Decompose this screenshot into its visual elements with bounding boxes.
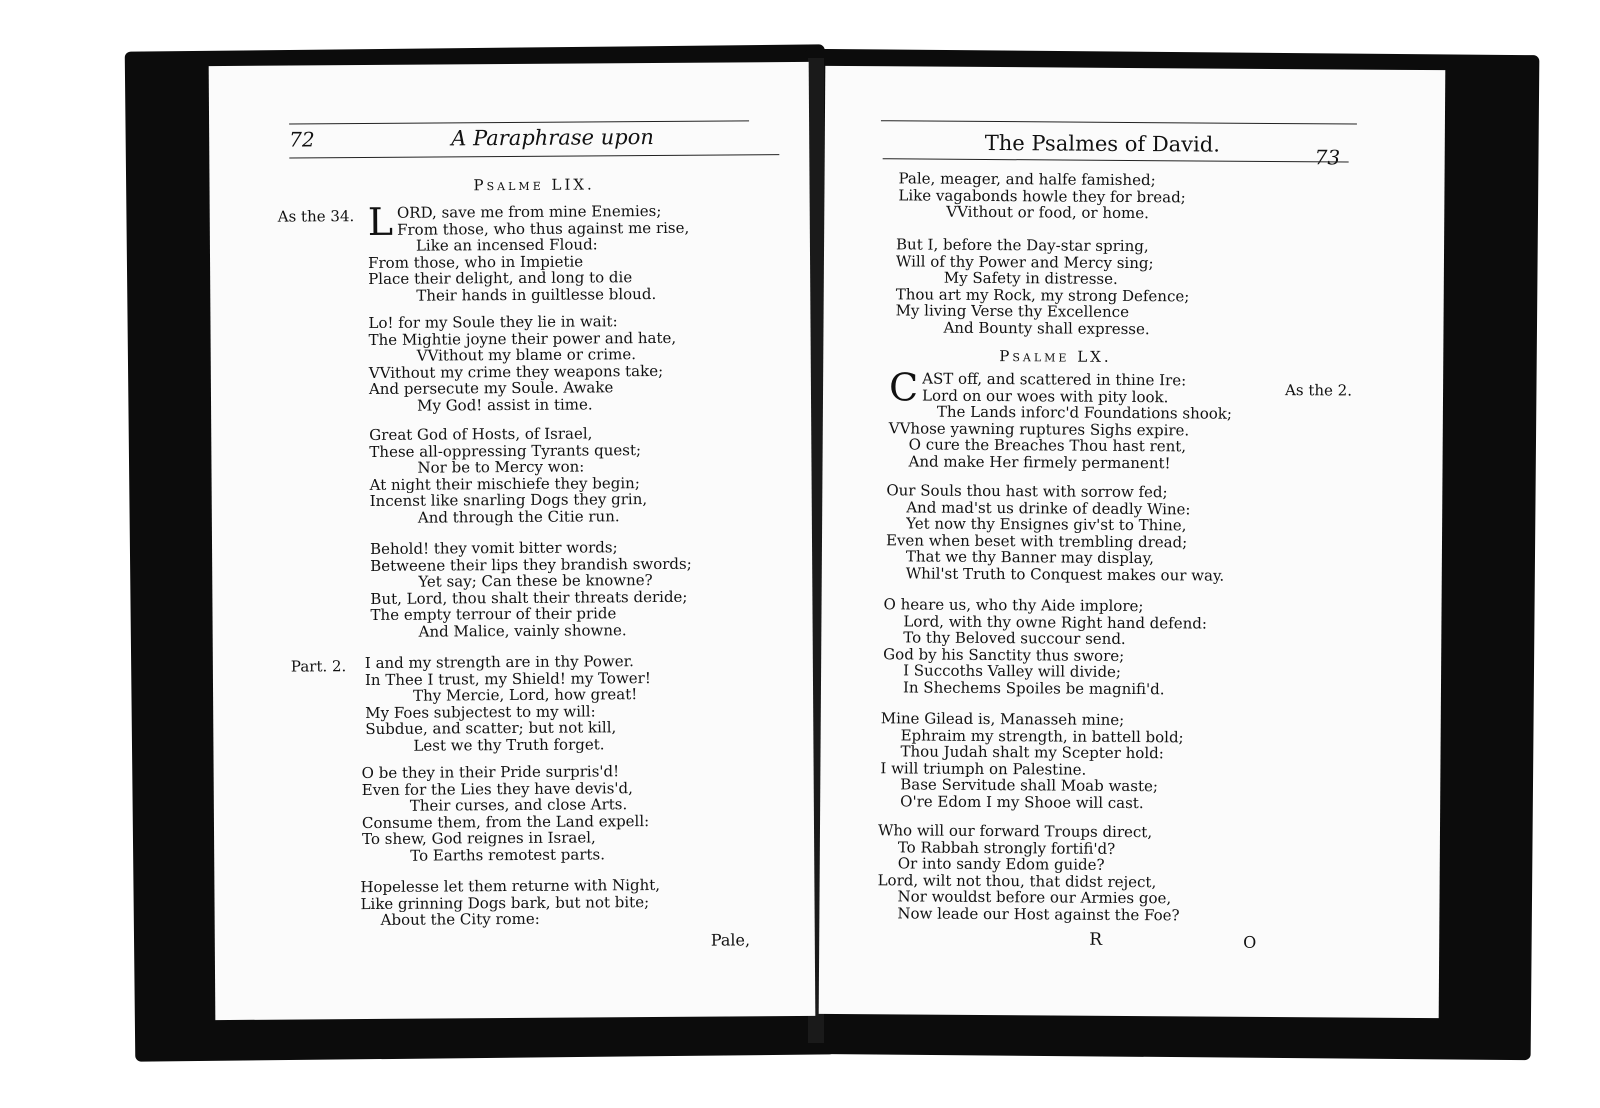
verse-line: Lord, with thy owne Right hand defend: (903, 611, 1208, 633)
first-line: ORD, save me from mine Enemies; (396, 201, 662, 222)
verse-line: To Earths remotest parts. (410, 844, 606, 865)
catchword: O (1243, 932, 1257, 952)
stanza-6 (362, 763, 650, 864)
verse-line: I Succoths Valley will divide; (903, 661, 1122, 681)
verse-line: Nor wouldst before our Armies goe, (897, 887, 1172, 908)
verse-line: VVhose yawning ruptures Sighs expire. (888, 418, 1190, 439)
verse-line: And make Her firmely permanent! (908, 451, 1171, 472)
verse-line: Place their delight, and long to die (368, 268, 633, 288)
signature-mark: R (1089, 929, 1103, 950)
right-page (819, 66, 1446, 1018)
verse-line: Behold! they vomit bitter words; (369, 538, 618, 558)
verse-line: Yet say; Can these be knowne? (418, 571, 653, 591)
stanza-4 (880, 710, 1184, 811)
stanza-top-2 (895, 236, 1189, 337)
verse-line: Will of thy Power and Mercy sing; (895, 251, 1154, 272)
verse-line: Thou art my Rock, my strong Defence; (895, 284, 1190, 305)
verse-line: Great God of Hosts, of Israel, (369, 424, 593, 444)
verse-line: Subdue, and scatter; but not kill, (365, 718, 617, 739)
verse-line: That we thy Banner may display, (905, 547, 1154, 568)
part-note: Part. 2. (290, 657, 347, 676)
drop-capital: C (888, 365, 919, 410)
verse-line: Whil'st Truth to Conquest makes our way. (905, 563, 1225, 585)
verse-line: Consume them, from the Land expell: (361, 811, 650, 832)
verse-line: Betweene their lips they brandish swords; (370, 554, 692, 575)
verse-line: VVithout my blame or crime. (416, 345, 637, 365)
header-rule-top (881, 120, 1357, 124)
verse-line: My Foes subjectest to my will: (365, 701, 596, 722)
verse-line: My God! assist in time. (416, 394, 593, 415)
verse-line: Their curses, and close Arts. (409, 795, 628, 815)
verse-line: And mad'st us drinke of deadly Wine: (906, 497, 1191, 518)
stanza-2 (886, 482, 1225, 583)
verse-line: Our Souls thou hast with sorrow fed; (886, 481, 1168, 502)
verse-line: I will triumph on Palestine. (880, 758, 1087, 779)
verse-line: I and my strength are in thy Power. (364, 652, 634, 673)
stanza-5 (365, 653, 652, 754)
verse-line: Now leade our Host against the Foe? (897, 903, 1180, 924)
header-rule-bottom (883, 158, 1349, 162)
verse-line: My Safety in distresse. (943, 268, 1118, 288)
stanza-2 (368, 313, 676, 414)
verse-line: Like an incensed Floud: (415, 235, 598, 255)
verse-line: Hopelesse let them returne with Night, (360, 875, 661, 897)
stanza-1 (888, 365, 1233, 472)
header-rule-top (289, 120, 749, 124)
verse-line: Even for the Lies they have devis'd, (361, 778, 633, 799)
verse-line: And persecute my Soule. Awake (368, 378, 614, 398)
verse-line: From those, who in Impietie (367, 251, 584, 272)
verse-line: Lest we thy Truth forget. (413, 734, 605, 755)
verse-line: VVithout or food, or home. (946, 202, 1149, 223)
verse-line: Nor be to Mercy won: (417, 457, 585, 477)
verse-line: About the City rome: (380, 909, 540, 929)
verse-line: Lord on our woes with pity look. (922, 386, 1169, 406)
verse-line: O be they in their Pride surpris'd! (361, 762, 620, 783)
verse-line: O cure the Breaches Thou hast rent, (908, 435, 1187, 456)
catchword: Pale, (710, 930, 751, 950)
verse-line: Or into sandy Edom guide? (897, 854, 1105, 874)
verse-line: O're Edom I my Shooe will cast. (900, 791, 1144, 812)
stanza-4 (370, 539, 692, 640)
stanza-3 (369, 425, 647, 526)
verse-line: At night their mischiefe they begin; (369, 473, 640, 494)
tune-note: As the 34. (277, 207, 355, 226)
verse-line: O heare us, who thy Aide implore; (883, 595, 1144, 616)
header-rule-bottom (289, 154, 779, 158)
verse-line: These all-oppressing Tyrants quest; (369, 440, 642, 461)
verse-line: To shew, God reignes in Israel, (362, 828, 596, 849)
verse-line: To Rabbah strongly fortifi'd? (897, 837, 1116, 858)
verse-line: And Bounty shall expresse. (943, 318, 1150, 338)
verse-line: Thy Mercie, Lord, how great! (413, 685, 638, 705)
running-head: A Paraphrase upon (451, 125, 654, 151)
verse-line: And Malice, vainly showne. (418, 620, 627, 641)
running-head: The Psalmes of David. (984, 130, 1221, 157)
psalm-title: Psalme LX. (999, 347, 1112, 366)
verse-line: But, Lord, thou shalt their threats deride; (370, 587, 688, 608)
verse-line: Lo! for my Soule they lie in wait: (368, 312, 618, 332)
left-page (209, 62, 816, 1020)
verse-line: Pale, meager, and halfe famished; (898, 169, 1156, 190)
page-number: 73 (1314, 145, 1341, 170)
stanza-5 (877, 822, 1180, 923)
verse-line: The empty terrour of their pride (370, 604, 617, 624)
verse-line: Who will our forward Troups direct, (877, 821, 1153, 842)
stanza-7 (360, 877, 660, 929)
verse-line: And through the Citie run. (417, 506, 620, 527)
verse-line: Like vagabonds howle they for bread; (898, 185, 1186, 206)
verse-line: From those, who thus against me rise, (396, 218, 690, 239)
page-number: 72 (289, 127, 315, 152)
verse-line: Mine Gilead is, Manasseh mine; (880, 709, 1125, 729)
verse-line: But I, before the Day-star spring, (896, 235, 1149, 256)
stanza-top-1 (898, 170, 1186, 222)
verse-line: Thou Judah shalt my Scepter hold: (900, 742, 1164, 763)
verse-line: Even when beset with trembling dread; (885, 530, 1188, 551)
verse-line: The Lands inforc'd Foundations shook; (936, 402, 1233, 423)
verse-line: In Thee I trust, my Shield! my Tower! (364, 668, 651, 689)
psalm-title: Psalme LIX. (473, 175, 595, 195)
stanza-1 (367, 199, 690, 305)
verse-line: Their hands in guiltlesse bloud. (416, 284, 657, 305)
tune-note: As the 2. (1285, 381, 1353, 400)
verse-line: To thy Beloved succour send. (903, 628, 1126, 648)
verse-line: Base Servitude shall Moab waste; (900, 775, 1159, 796)
verse-line: In Shechems Spoiles be magnifi'd. (902, 677, 1165, 698)
verse-line: Lord, wilt not thou, that didst reject, (877, 870, 1157, 891)
verse-line: The Mightie joyne their power and hate, (368, 328, 677, 349)
verse-line: My living Verse thy Excellence (895, 301, 1130, 321)
verse-line: Ephraim my strength, in battell bold; (900, 725, 1184, 746)
first-line: AST off, and scattered in thine Ire: (922, 369, 1187, 390)
verse-line: God by his Sanctity thus swore; (883, 644, 1125, 665)
drop-capital: L (367, 199, 394, 244)
verse-line: VVithout my crime they weapons take; (368, 361, 664, 382)
verse-line: Yet now thy Ensignes giv'st to Thine, (906, 514, 1187, 535)
stanza-3 (883, 596, 1207, 697)
verse-line: Like grinning Dogs bark, but not bite; (360, 892, 650, 913)
verse-line: Incenst like snarling Dogs they grin, (369, 490, 648, 510)
